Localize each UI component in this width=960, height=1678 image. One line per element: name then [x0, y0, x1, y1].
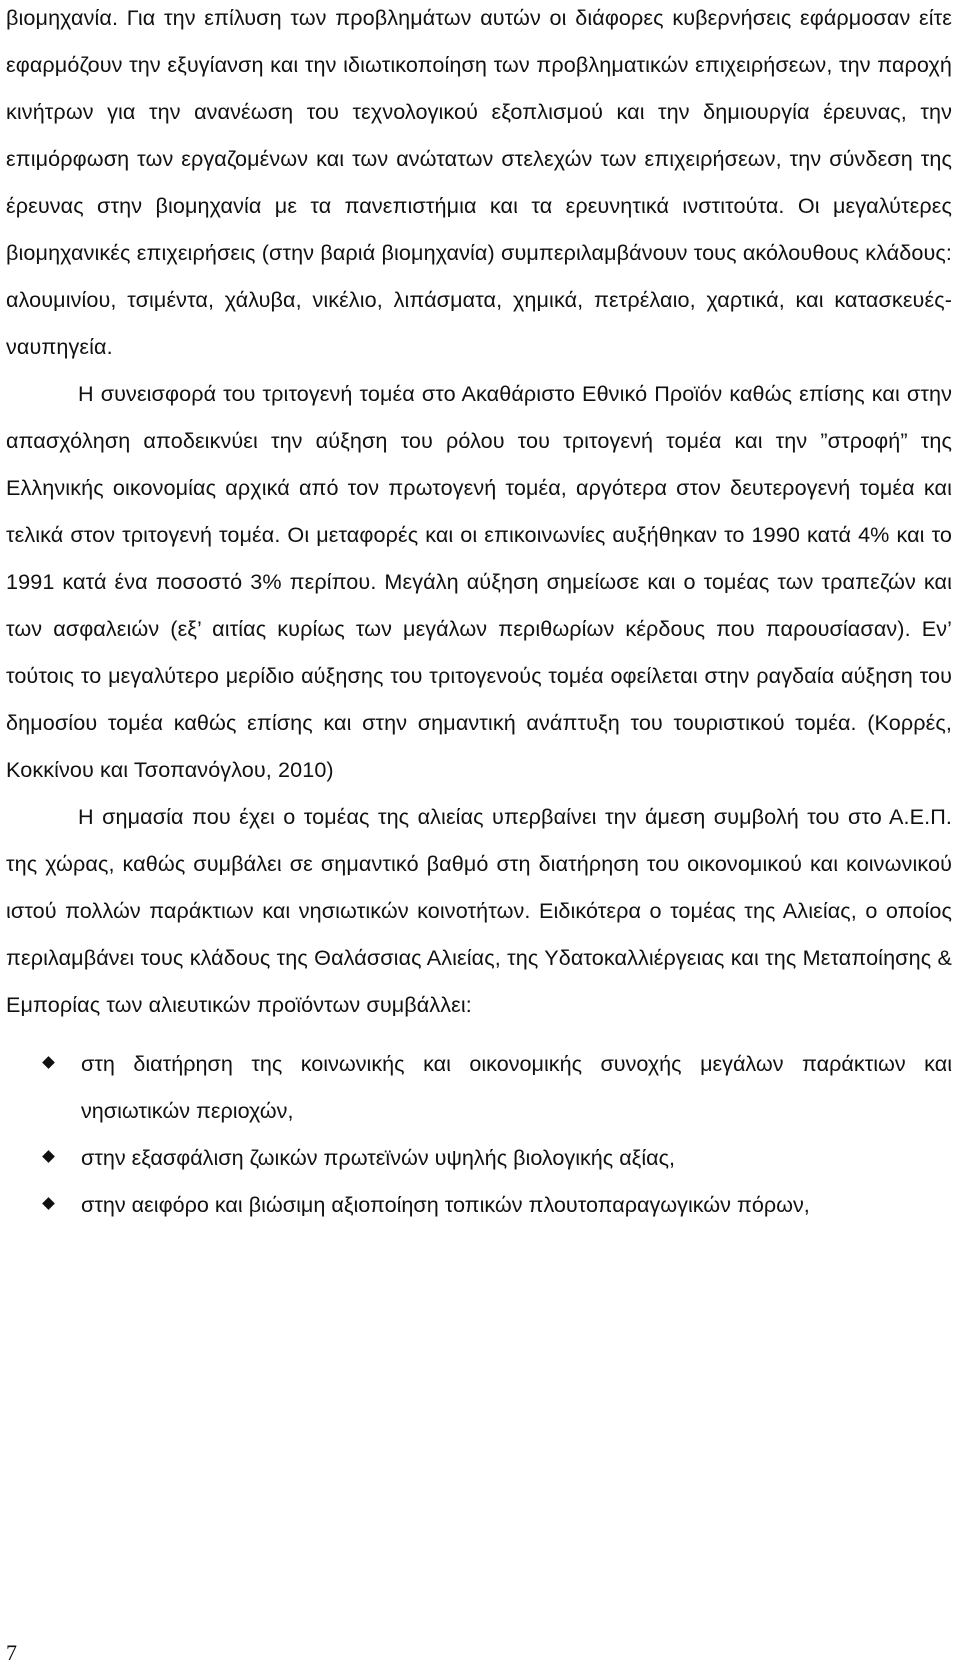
document-page [6, 0, 952, 1228]
list-item-text: στην εξασφάλιση ζωικών πρωτεϊνών υψηλής βιολογικής αξίας, [81, 1145, 676, 1170]
diamond-bullet-icon [42, 1150, 55, 1163]
list-item [6, 1040, 952, 1134]
page-number: 7 [6, 1640, 17, 1665]
paragraph-industry: βιομηχανία. Για την επίλυση των προβλημάτων αυτών οι διάφορες κυβερνήσεις εφάρμοσαν είτε εφαρμόζουν την εξυγίανση και την ιδιωτικοποίηση των προβληματικών επιχειρήσεων, την παροχή κινήτρων για την ανανέωση του τεχνολογικού εξοπλισμού και την δημιουργία έρευνας, την επιμόρφωση των εργαζομένων και των ανώτατων στελεχών των επιχειρήσεων, την σύνδεση της έρευνας στην βιομηχανία με τα πανεπιστήμια και τα ερευνητικά ινστιτούτα. Οι μεγαλύτερες βιομηχανικές επιχειρήσεις (στην βαριά βιομηχανία) συμπεριλαμβάνουν τους ακόλουθους κλάδους: αλουμινίου, τσιμέντα, χάλυβα, νικέλιο, λιπάσματα, χημικά, πετρέλαιο, χαρτικά, και κατασκευές-ναυπηγεία. [6, 5, 952, 359]
diamond-bullet-icon [42, 1197, 55, 1210]
list-item-text: στην αειφόρο και βιώσιμη αξιοποίηση τοπικών πλουτοπαραγωγικών πόρων, [81, 1192, 810, 1217]
diamond-bullet-icon [42, 1056, 55, 1069]
paragraph-fisheries: Η σημασία που έχει ο τομέας της αλιείας υπερβαίνει την άμεση συμβολή του στο Α.Ε.Π. της χώρας, καθώς συμβάλει σε σημαντικό βαθμό στη διατήρηση του οικονομικού και κοινωνικού ιστού πολλών παράκτιων και νησιωτικών κοινοτήτων. Ειδικότερα ο τομέας της Αλιείας, ο οποίος περιλαμβάνει τους κλάδους της Θαλάσσιας Αλιείας, της Υδατοκαλλιέργειας και της Μεταποίησης & Εμπορίας των αλιευτικών προϊόντων συμβάλλει: [6, 804, 952, 1017]
spacer [6, 1028, 952, 1040]
list-item [6, 1134, 952, 1181]
paragraph-tertiary-sector: Η συνεισφορά του τριτογενή τομέα στο Ακαθάριστο Εθνικό Προϊόν καθώς επίσης και στην απασχόληση αποδεικνύει την αύξηση του ρόλου του τριτογενή τομέα και την ”στροφή” της Ελληνικής οικονομίας αρχικά από τον πρωτογενή τομέα, αργότερα στον δευτερογενή τομέα και τελικά στον τριτογενή τομέα. Οι μεταφορές και οι επικοινωνίες αυξήθηκαν το 1990 κατά 4% και το 1991 κατά ένα ποσοστό 3% περίπου. Μεγάλη αύξηση σημείωσε και ο τομέας των τραπεζών και των ασφαλειών (εξ’ αιτίας κυρίως των μεγάλων περιθωρίων κέρδους που παρουσίασαν). Εν’ τούτοις το μεγαλύτερο μερίδιο αύξησης του τριτογενούς τομέα οφείλεται στην ραγδαία αύξηση του δημοσίου τομέα καθώς επίσης και στην σημαντική ανάπτυξη του τουριστικού τομέα. (Κορρές, Κοκκίνου και Τσοπανόγλου, 2010) [6, 381, 952, 782]
list-item [6, 1181, 952, 1228]
list-item-text: στη διατήρηση της κοινωνικής και οικονομικής συνοχής μεγάλων παράκτιων και νησιωτικών περιοχών, [81, 1051, 952, 1123]
bullet-list [6, 1040, 952, 1228]
